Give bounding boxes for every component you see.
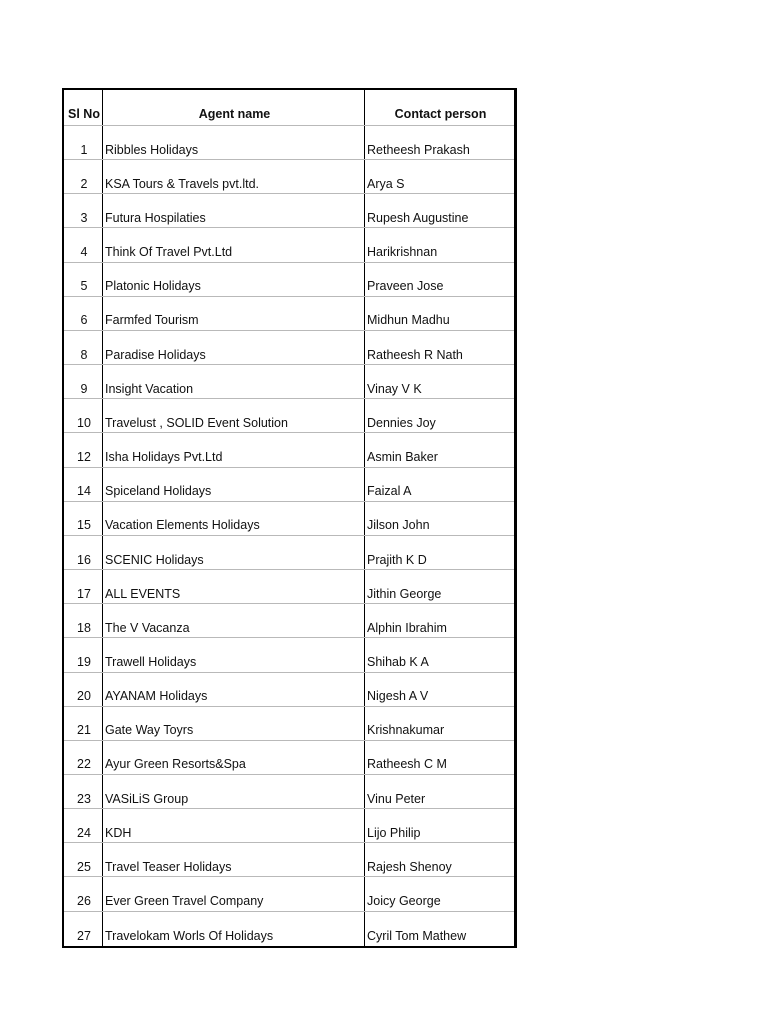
sl-no-cell: 5 [64,263,103,296]
agent-name-cell: AYANAM Holidays [103,673,365,706]
contact-person-cell: Asmin Baker [367,450,438,465]
contact-person-cell: Rajesh Shenoy [367,859,452,874]
sl-no-cell: 3 [64,194,103,227]
agent-table [62,88,517,948]
table-row [64,468,514,502]
contact-person-cell: Alphin Ibrahim [367,620,447,635]
sl-no-cell: 15 [64,502,103,535]
sl-no-cell: 23 [64,775,103,808]
sl-no-cell: 9 [64,365,103,398]
sl-no-cell: 20 [64,673,103,706]
sl-no-cell: 25 [64,843,103,876]
sl-no-cell: 17 [64,570,103,603]
table-row [64,263,514,297]
sl-no-cell: 19 [64,638,103,671]
contact-person-cell: Vinay V K [367,381,422,396]
sl-no-cell: 18 [64,604,103,637]
agent-name-cell: KSA Tours & Travels pvt.ltd. [103,160,365,193]
table-row [64,775,514,809]
table-row [64,638,514,672]
sl-no-cell: 10 [64,399,103,432]
contact-person-cell: Dennies Joy [367,415,436,430]
table-row [64,809,514,843]
table-row [64,877,514,911]
agent-name-cell: Spiceland Holidays [103,468,365,501]
agent-name-cell: Travelokam Worls Of Holidays [103,912,365,946]
header-agent-name: Agent name [103,90,365,125]
agent-name-cell: Platonic Holidays [103,263,365,296]
table-row [64,707,514,741]
contact-person-cell: Ratheesh R Nath [367,347,463,362]
table-row [64,843,514,877]
sl-no-cell: 8 [64,331,103,364]
agent-name-cell: ALL EVENTS [103,570,365,603]
contact-person-cell: Prajith K D [367,552,427,567]
table-row [64,297,514,331]
agent-name-cell: Ayur Green Resorts&Spa [103,741,365,774]
agent-name-cell: SCENIC Holidays [103,536,365,569]
agent-name-cell: Travelust , SOLID Event Solution [103,399,365,432]
contact-person-cell: Jilson John [367,518,430,533]
table-row [64,741,514,775]
table-body [64,126,514,946]
sl-no-cell: 12 [64,433,103,466]
table-row [64,228,514,262]
sl-no-cell: 27 [64,912,103,946]
sl-no-cell: 24 [64,809,103,842]
contact-person-cell: Shihab K A [367,655,429,669]
agent-name-cell: Futura Hospilaties [103,194,365,227]
sl-no-cell: 1 [64,126,103,159]
agent-name-cell: The V Vacanza [103,604,365,637]
table-row [64,912,514,946]
table-row [64,536,514,570]
agent-name-cell: Gate Way Toyrs [103,707,365,740]
table-row [64,604,514,638]
sl-no-cell: 6 [64,297,103,330]
agent-name-cell: Insight Vacation [103,365,365,398]
contact-person-cell: Faizal A [367,484,412,499]
contact-person-cell: Cyril Tom Mathew [367,929,467,944]
contact-person-cell: Retheesh Prakash [367,142,470,157]
table-row [64,433,514,467]
table-row [64,331,514,365]
contact-person-cell: Praveen Jose [367,279,444,294]
table-row [64,126,514,160]
sl-no-cell: 21 [64,707,103,740]
contact-person-cell: Nigesh A V [367,689,429,704]
header-contact-person: Contact person [394,106,487,121]
table-row [64,570,514,604]
table-row [64,502,514,536]
agent-name-cell: Vacation Elements Holidays [103,502,365,535]
contact-person-cell: Ratheesh C M [367,757,447,772]
header-sl-no: Sl No [64,90,103,125]
agent-name-cell: Think Of Travel Pvt.Ltd [103,228,365,261]
sl-no-cell: 4 [64,228,103,261]
agent-name-cell: Farmfed Tourism [103,297,365,330]
table-row [64,399,514,433]
contact-person-cell: Krishnakumar [367,723,445,738]
table-row [64,160,514,194]
sl-no-cell: 14 [64,468,103,501]
contact-person-cell: Joicy George [367,894,441,909]
table-row [64,365,514,399]
sl-no-cell: 16 [64,536,103,569]
contact-person-cell: Harikrishnan [367,245,438,260]
contact-person-cell: Vinu Peter [367,791,426,806]
contact-person-cell: Jithin George [367,586,442,601]
agent-name-cell: Trawell Holidays [103,638,365,671]
agent-name-cell: KDH [103,809,365,842]
agent-name-cell: VASiLiS Group [103,775,365,808]
contact-person-cell: Arya S [367,176,405,191]
sl-no-cell: 2 [64,160,103,193]
agent-name-cell: Travel Teaser Holidays [103,843,365,876]
table-row [64,194,514,228]
sl-no-cell: 26 [64,877,103,910]
agent-name-cell: Paradise Holidays [103,331,365,364]
contact-person-cell: Midhun Madhu [367,313,450,328]
sl-no-cell: 22 [64,741,103,774]
agent-name-cell: Ribbles Holidays [103,126,365,159]
agent-name-cell: Isha Holidays Pvt.Ltd [103,433,365,466]
agent-name-cell: Ever Green Travel Company [103,877,365,910]
table-row [64,673,514,707]
table-header-row [64,90,514,126]
contact-person-cell: Lijo Philip [367,825,421,840]
contact-person-cell: Rupesh Augustine [367,210,469,225]
